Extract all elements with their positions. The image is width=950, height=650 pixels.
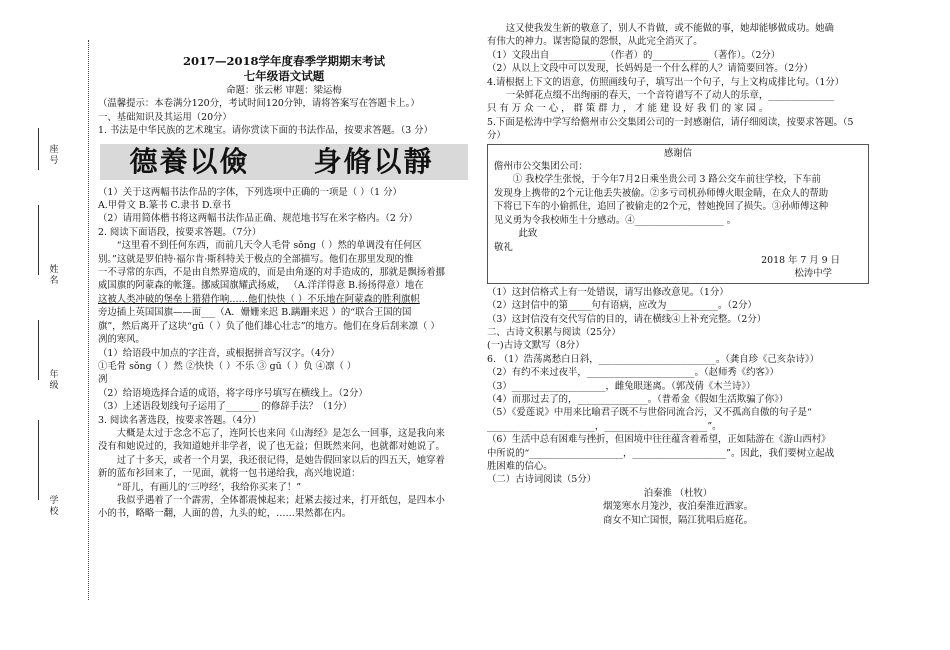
passage-line: “这里看不到任何东西，而前几天令人毛骨 sǒng（ ）然的单调没有任何区 — [116, 240, 422, 252]
question-6-6: （6）生活中总有困难与挫折，但困境中往往蕴含着希望，正如陆游在《游山西村》 — [487, 434, 831, 446]
question-5-3: （3）这封信没有交代写信的目的，请在横线④上补充完整。（2分） — [487, 313, 767, 325]
gutter-line — [38, 128, 39, 170]
question-3-1: （1）文段出自____________（作者）的____________（著作）。（2分） — [487, 49, 781, 61]
question-5-1: （1）这封信格式上有一处错误，请写出修改意见。（1分） — [487, 286, 729, 298]
question-1-1-options: A.甲骨文 B.篆书 C.隶书 D.章书 — [98, 200, 231, 212]
calligraphy-works — [100, 144, 468, 180]
section-two-heading: 二、古诗文积累与阅读（25分） — [487, 326, 621, 338]
question-2-1-cont: 冽 — [98, 374, 108, 386]
passage-line: 别。”这就是罗伯特·福尔肯·斯科特关于极点的全部描写。他们在那里发现的惟 — [98, 253, 414, 265]
subsection-poem-reading: （二）古诗词阅读（5分） — [487, 474, 597, 486]
gutter-line — [38, 205, 39, 275]
binding-dotted-line — [88, 40, 89, 600]
poem-line: 商女不知亡国恨，隔江犹唱后庭花。 — [602, 514, 753, 526]
passage-line: 一不寻常的东西，不是由自然界造成的，而是由角逐的对手造成的，那就是飘扬着挪 — [98, 267, 445, 279]
question-5: 5.下面是松涛中学写给儋州市公交集团公司的一封感谢信，请仔细阅读，按要求答题。（5 — [487, 116, 854, 128]
excerpt-line: 过了十多天，或者一个月罢，我还很记得，是她告假回家以后的四五天，她穿着 — [116, 454, 445, 466]
question-3: 3. 阅读名著选段，按要求答题。（4分） — [98, 414, 262, 426]
calligraphy-left-text: 德養以儉 — [129, 144, 250, 178]
thank-you-letter-box — [487, 144, 869, 284]
right-column — [487, 22, 869, 527]
question-2-3: （3）上述语段划线句子运用了_______ 的修辞手法？（1分） — [98, 401, 352, 413]
passage-underlined-line: 这被人类冲破的堡垒上猎猎作响……他们快快（ ）不乐地在阿蒙森的胜利旗帜 — [98, 293, 420, 305]
gutter-label-school: 学校 — [49, 496, 59, 517]
exam-notice: （温馨提示：本卷满分120分，考试时间120分钟，请将答案写在答题卡上。） — [98, 98, 420, 110]
letter-closing-2: 敬礼 — [494, 241, 513, 253]
letter-closing-1: 此致 — [518, 228, 538, 240]
excerpt-line: 大概是太过于念念不忘了，连阿长也来问《山海经》是怎么一回事，这是我向来 — [116, 427, 445, 439]
question-4-sentence: 只 有 万 众 一 心 ， 群 策 群 力 ， 才 能 建 设 好 我 们 的 家 园 。 — [487, 103, 769, 115]
letter-body-line: 见义勇为令我校师生十分感动。④___________________ 。 — [494, 214, 737, 226]
excerpt-line: “哥儿，有画儿的‘三哼经’，我给你买来了！” — [116, 481, 302, 493]
question-6-3: （3）____________________，雌兔眼迷离。（郭茂倩《木兰诗》） — [487, 380, 756, 392]
question-2: 2. 阅读下面语段，按要求答题。（7分） — [98, 226, 262, 238]
letter-body-line: 下将已下车的小偷抓住，追回了被偷走的2个元，替她挽回了损失。③孙师傅这种 — [494, 201, 829, 213]
question-6-2: （2）有约不来过夜半，_______________________。（赵师秀《约客》） — [487, 367, 779, 379]
question-1-2: （2）请用简体楷书将这两幅书法作品正确、规范地书写在米字格内。（2 分） — [98, 213, 418, 225]
question-6-1: 6. （1）浩荡离愁白日斜，_________________________。（龚自珍《己亥杂诗》） — [487, 353, 819, 365]
poem-line: 烟笼寒水月笼沙，夜泊秦淮近酒家。 — [602, 501, 753, 513]
letter-title: 感谢信 — [663, 147, 693, 159]
passage-line: 旁边插上英国国旗——面___（A．姗姗来迟 B.蹒跚来迟 ）的“联合王国的国 — [98, 307, 412, 319]
left-column — [98, 54, 470, 521]
gutter-line — [38, 320, 39, 380]
question-2-1: （1）给语段中加点的字注音，或根据拼音写汉字。（4分） — [98, 347, 340, 359]
question-1: 1. 书法是中华民族的艺术瑰宝。请你赏读下面的书法作品，按要求答题。（3 分） — [98, 125, 433, 137]
question-3-2: （2）从以上文段中可以发现，长妈妈是一个什么样的人？请简要回答。（2分） — [487, 63, 813, 75]
exam-title: 2017—2018学年度春季学期期末考试 — [182, 54, 385, 68]
excerpt-line: 我似乎遇着了一个霹雳，全体都震悚起来；赶紧去接过来，打开纸包，是四本小 — [116, 494, 445, 506]
question-4: 4.请根据上下文的语意，仿照画线句子，填写出一个句子，与上文构成排比句。（1分） — [487, 76, 845, 88]
calligraphy-left-image — [100, 144, 279, 180]
passage-line: 冽的寒风。 — [98, 334, 145, 346]
question-6-5: （5）《爱莲说》中用来比喻君子既不与世俗同流合污，又不孤高自傲的句子是“ — [487, 407, 812, 419]
binding-gutter — [0, 0, 90, 650]
excerpt-line: 新的蓝布衫回来了，一见面，就将一包书递给我，高兴地说道： — [98, 468, 361, 480]
section-one-heading: 一、基础知识及其运用（20分） — [98, 111, 232, 123]
excerpt-continued: 这又使我发生新的敬意了，别人不肯做，或不能做的事，她却能够做成功。她确 — [505, 23, 834, 34]
question-4-sentence: 一朵鲜花点缀不出绚丽的春天，一个音符谱写不了动人的乐章，______________ — [505, 90, 834, 102]
exam-makers: 命题：张云彬 审题：梁运梅 — [226, 85, 342, 96]
question-6-5-cont: _______________________，______________________”。 — [487, 420, 722, 432]
gutter-label-seat: 座号 — [49, 145, 59, 166]
question-5-cont: 分） — [487, 130, 506, 142]
exam-subtitle: 七年级语文试题 — [243, 69, 325, 83]
gutter-line — [38, 420, 39, 500]
question-6-4: （4）而那过去了的，_______________。（普希金《假如生活欺骗了你》） — [487, 393, 789, 405]
letter-salutation: 儋州市公交集团公司： — [494, 161, 588, 173]
passage-line: 威国旗的阿蒙森的帐篷。挪威国旗耀武扬威， （A.洋洋得意 B.扬扬得意）地在 — [98, 280, 424, 292]
excerpt-line: 没有和她说过的，我知道她并非学者，说了也无益；但既然来问，也就都对她说了。 — [98, 441, 445, 453]
letter-signature: 松涛中学 — [794, 268, 832, 280]
passage-line: 旗”，然后离开了这块“gū（ ）负了他们雄心壮志”的地方。他们在身后刮来凛（ ） — [98, 320, 440, 332]
question-2-2: （2）给语境选择合适的成语，将字母序号填写在横线上。（2分） — [98, 387, 368, 399]
letter-body-line: ① 我校学生张悦，于今年7月2日乘坐贵公司 3 路公交车前往学校，下车前 — [512, 174, 821, 186]
gutter-label-grade: 年级 — [49, 370, 59, 391]
question-5-2: （2）这封信中的第_____句有语病，应改为___________。（2分） — [487, 300, 757, 312]
excerpt-line: 小的书，略略一翻，人面的兽，九头的蛇，……果然都在内。 — [98, 508, 352, 520]
calligraphy-right-text: 身脩以靜 — [313, 144, 434, 178]
question-2-1-items: ①毛骨 sǒng（ ）然 ②快快（ ）不乐 ③ gū（ ）负 ④凛（ ） — [98, 360, 357, 372]
question-1-1: （1）关于这两幅书法作品的字体，下列选项中正确的一项是（ ）（1 分） — [98, 186, 402, 198]
calligraphy-right-image — [279, 144, 468, 180]
subsection-recitation: (一)古诗文默写（8分） — [487, 340, 585, 352]
gutter-label-name: 姓名 — [49, 265, 59, 286]
excerpt-continued: 有伟大的神力。谋害隐鼠的怨恨，从此完全消灭了。 — [487, 36, 703, 48]
question-6-6-cont: 中所说的“____________________，____________________”。因此，我们要树立起战 — [487, 447, 835, 459]
letter-date: 2018 年 7 月 9 日 — [761, 254, 840, 266]
poem-title: 泊秦淮 （杜牧） — [643, 487, 713, 499]
letter-body-line: 发现身上携带的2个元让他丢失被偷。②多亏司机孙师傅火眼金睛，在众人的帮助 — [494, 187, 829, 199]
question-6-6-end: 胜困难的信心。 — [487, 461, 553, 472]
